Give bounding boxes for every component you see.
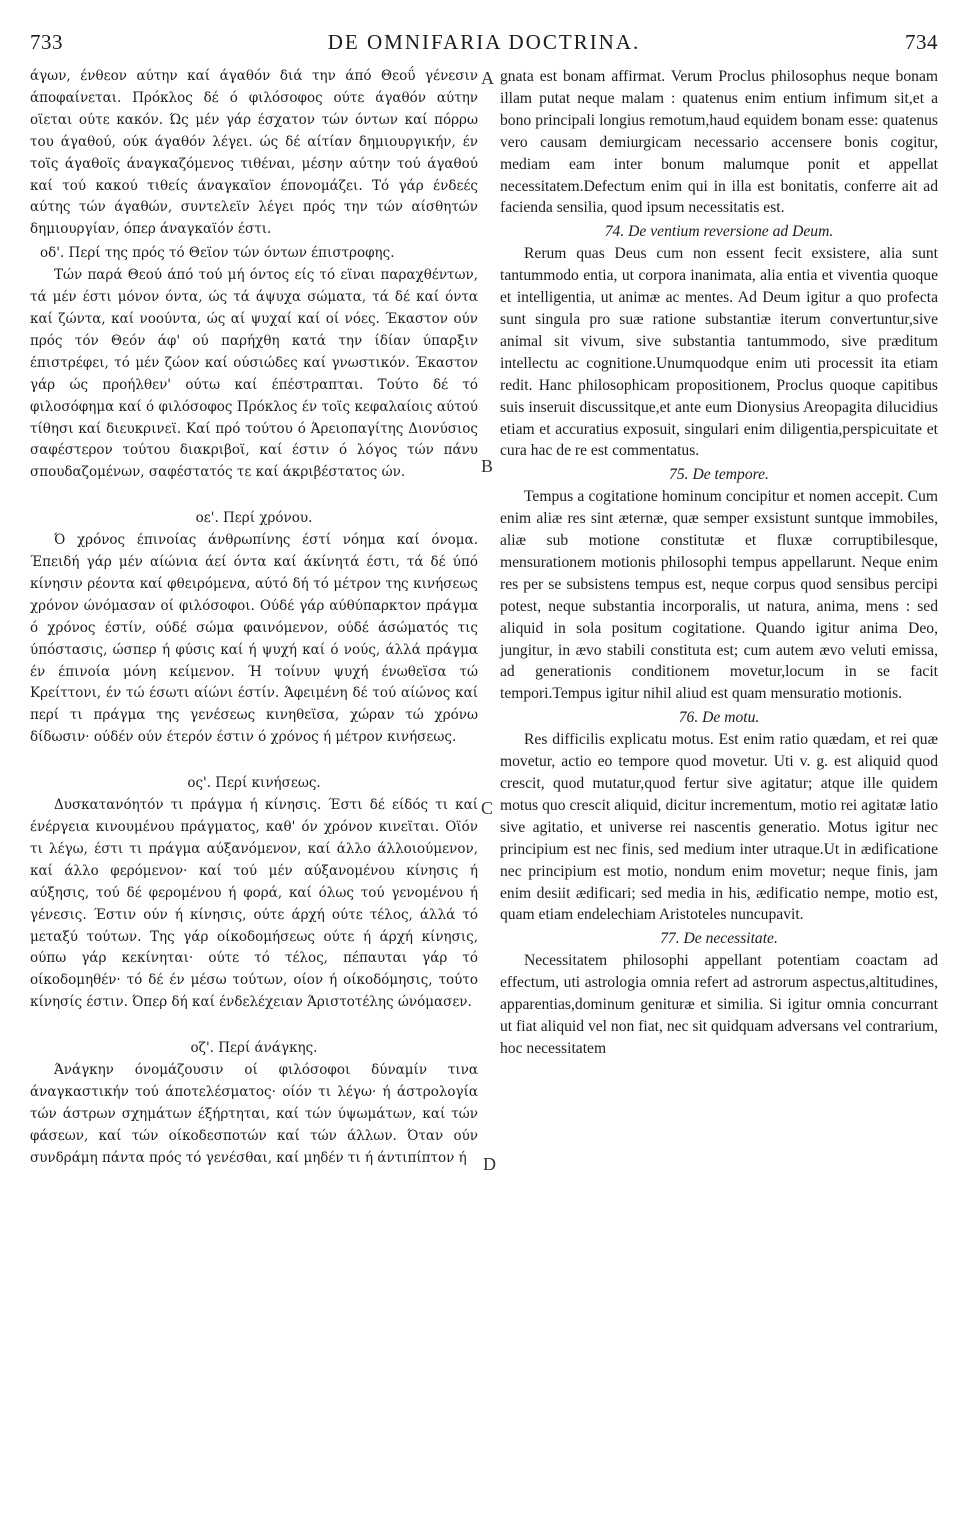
greek-column [30,66,478,1172]
greek-intro-paragraph: άγων, ένθεον αύτην καί άγαθόν διά την άπό Θεοΰ γένεσιν άποφαίνεται. Πρόκλος δέ ό φιλόσοφος ούτε άγαθόν αύτην οϊεται ούτε κακόν. Ώς μέν γάρ έσχατον τών όντων καί πόρρω του άγαθού, ούκ άγαθόν λέγει. ώς δέ αίτίαν δημιουργικήν, έν τοϊς άγαθοϊς άναγκαζόμενος τιθέναι, μέσην αύτην τού άγαθού καί τού κακού τιθείς άναγκαϊον έπονομάζει. Τό γάρ ένδεές αύτης τών άγαθών, συντελεϊν λέγει πρός την τών αίσθητών δημιουργίαν, όπερ άναγκαϊόν έστι. [30,68,478,238]
latin-section-75-text: Tempus a cogitatione hominum concipitur et nomen accepit. Cum enim aliæ res sint æternæ, quæ semper exsistunt suntque immobiles, aliæ sub motione constitutæ et fluxæ corruptibilesque, mensurationem motionis philosophi tempus appellarunt. Neque enim res per se subsistens tempus est, neque corpus quod sensibus percipi potest, neque substantia incorporalis, ut natura, anima, mens : sed aliquid in sola positum cogitatione. Quando igitur anima Deo, jungitur, in ævo stabili constituta est; cum autem ævo veluti emissa, ad generationis conditionem movetur,locum in se facit tempori.Tempus igitur nihil aliud est quam mensuratio motionis. [500,488,938,703]
latin-section-76-title: 76. De motu. [678,709,760,727]
latin-section-77-text: Necessitatem philosophi appellant potentiam coactam ad effectum, uti astrologia omnia refert ad astrorum aspectus,altitudines, apparentias,dominum genituræ et similia. Si igitur omnia concurrant ut fiat aliquid vel non fiat, nec sit quidquam adversans vel contrarium, hoc necessitatem [500,952,938,1057]
greek-section-74-title: οδ'. Περί της πρός τό Θεϊον τών όντων έπιστροφης. [40,245,395,262]
greek-section-76-title: ος'. Περί κινήσεως. [187,775,321,792]
margin-marker-a: A [481,68,494,88]
greek-section-76-text: Δυσκατανόητόν τι πράγμα ή κίνησις. Έστι δέ είδός τι καί ένέργεια κινουμένου πράγματος, καθ' όν χρόνον κινεϊται. Οϊόν τι λέγω, έστι τι πράγμα αύξανόμενον, καί άλλο άλλοιούμενον, καί άλλο φερόμενον· καί τού μέν αύξανομένου κίνησις ή αύξησις, τού δέ φερομένου ή φορά, καί όλως τού γενομένου ή γένεσις. Έστιν ούν ή κίνησις, ούτε άρχή ούτε τέλος, άλλά τό μεταξύ τούτων. Της γάρ οίκοδομήσεως ούτε ή άρχή κίνησις, ούπω γάρ κεκίνηται· ούτε τό τέλος, πέπαυται γάρ τό οίκοδομηθέν· τό δέ έν μέσω τούτων, οίον ή οίκοδόμησις, τούτο κίνησίς έστιν. Όπερ δή καί ένδελέχειαν Άριστοτέλης ώνόμασεν. [30,797,478,1011]
latin-section-74-title: 74. De ventium reversione ad Deum. [604,223,834,241]
page-number-left: 733 [30,30,63,54]
latin-intro-paragraph: gnata est bonam affirmat. Verum Proclus philosophus neque bonam illam putat neque malam : quatenus enim entium infimum sit,et a bono principali longius remotum,haud equidem bonam esse: quatenus vero causam demiurgicam necessario accensere bonis cogitur, mediam eam inter bonum malumque ponit et appellat necessitatem.Defectum enim qui in illa est bonitatis, conferre ait ad facienda sensilia, quod ipsum necessitatis est. [500,68,938,217]
greek-section-77-text: Άνάγκην όνομάζουσιν οί φιλόσοφοι δύναμίν τινα άναγκαστικήν τού άποτελέσματος· οίόν τι λέγω· ή άστρολογία τών άστρων σχημάτων έξήρτηται, καί τών ύψωμάτων, καί τών φάσεων, καί τών οίκοδεσποτών καί τών άλλων. Όταν ούν συνδράμη πάντα πρός τό γενέσθαι, καί μηδέν τι ή άντιπίπτον ή [30,1062,478,1166]
latin-section-74-text: Rerum quas Deus cum non essent fecit exsistere, alia sunt tantummodo entia, ut corpora inanimata, alia entia et viventia quoque et intelligentia, ut animæ ac mentes. Ad Deum igitur a quo profecta sunt singula pro suæ ratione substantiæ iterum convertuntur,sive animal sit vivum, sive substantia tantummodo, sive præditum intellectu ac cognitione.Unumquodque enim uti processit ita etiam redit. Hanc philosophicam propositionem, Proclus quoque capitibus suis inseruit discussitque,et ante eum Dionysius Areopagita dilucidius etiam et accuratius exposuit, singulari enim diligentia,perspicuitate et cura hac de re est commentatus. [500,245,938,460]
running-title: DE OMNIFARIA DOCTRINA. [327,30,641,54]
margin-marker-c: C [481,798,494,818]
greek-section-77-title: οζ'. Περί άνάγκης. [190,1040,318,1057]
page-number-right: 734 [905,30,938,54]
greek-section-74-text: Τών παρά Θεού άπό τού μή όντος είς τό εϊναι παραχθέντων, τά μέν έστι μόνον όντα, ώς τά άψυχα σώματα, τά δέ καί όντα καί ζώντα, καί νοούντα, ώς αί ψυχαί καί οί νόες. Έκαστον ούν πρός τόν Θεόν άφ' ού παρήχθη κατά την ίδίαν ύπαρξιν έπιστρέφει, τό μέν ζώον καί ούσιώδες καί γνωστικόν. Έκαστον γάρ ώς προήλθεν' ούτω καί έπέστραπται. Τούτο δέ τό φιλοσόφημα καί ό φιλόσοφος Πρόκλος έν τοϊς κεφαλαίοις αύτού τίθησι καί διευκρινεϊ. Καί πρό τούτου ό Άρειοπαγίτης Διονύσιος σαφέστερον τούτου διακριβοϊ, καί έστιν ό λόγος τών πάνυ σπουδαζομένων, σαφέστατός τε καί άκριβέστατος ών. [30,267,478,481]
running-header [30,30,938,60]
greek-section-75-title: οε'. Περί χρόνου. [195,510,313,527]
margin-marker-b: B [481,456,494,476]
latin-section-77-title: 77. De necessitate. [660,930,778,948]
greek-section-75-text: Ό χρόνος έπινοίας άνθρωπίνης έστί νόημα καί όνομα. Έπειδή γάρ μέν αίώνια άεί όντα καί άκίνητά έστι, τά δέ ύπό κίνησιν ρέοντα καί φθειρόμενα, αύτό δή τό μέτρον της κινήσεως χρόνον ώνόμασαν οί φιλόσοφοι. Ούδέ γάρ αύθύπαρκτον πράγμα ό χρόνος έστίν, ούδέ σώμα φαινόμενον, ούδέ άσώματός τις ύπόστασις, ώσπερ ή φύσις καί ή ψυχή καί ό νούς, άλλά πράγμα έν έπινοία μόνη κείμενον. Ή τοίνυν ψυχή ένωθεϊσα τώ Κρείττονι, έν τώ έσωτι αίώνι έστίν. Άφειμένη δέ τού αίώνος καί περί τι πράγμα της γενέσεως κινηθεϊσα, χώραν τώ χρόνω δίδωσιν· ούδέν ούν έτερόν έστιν ό χρόνος ή μέτρον κινήσεως. [30,532,478,746]
margin-marker-d: D [483,1154,496,1174]
latin-column [500,66,938,1062]
latin-section-76-text: Res difficilis explicatu motus. Est enim ratio quædam, et rei quæ movetur, actio eo tempore quod movetur. Uti v. g. est aliquid quod crescit, quod mutatur,quod fertur sive agitatur; atque ille quidem motus quo crescit aliquid, dicitur incrementum, motio rei agitatæ latio sive agitatio, et universe rei nascentis generatio. Motus igitur nec principium est nec finis, sed medium inter utraque.Ut in ædificatione nec principium est motio, nondum enim movetur; neque finis, jam enim desiit ædificari; sed media in his, ædificatio nempe, motio est, quam etiam endelechiam Aristoteles nuncupavit. [500,731,938,924]
latin-section-75-title: 75. De tempore. [669,466,769,484]
